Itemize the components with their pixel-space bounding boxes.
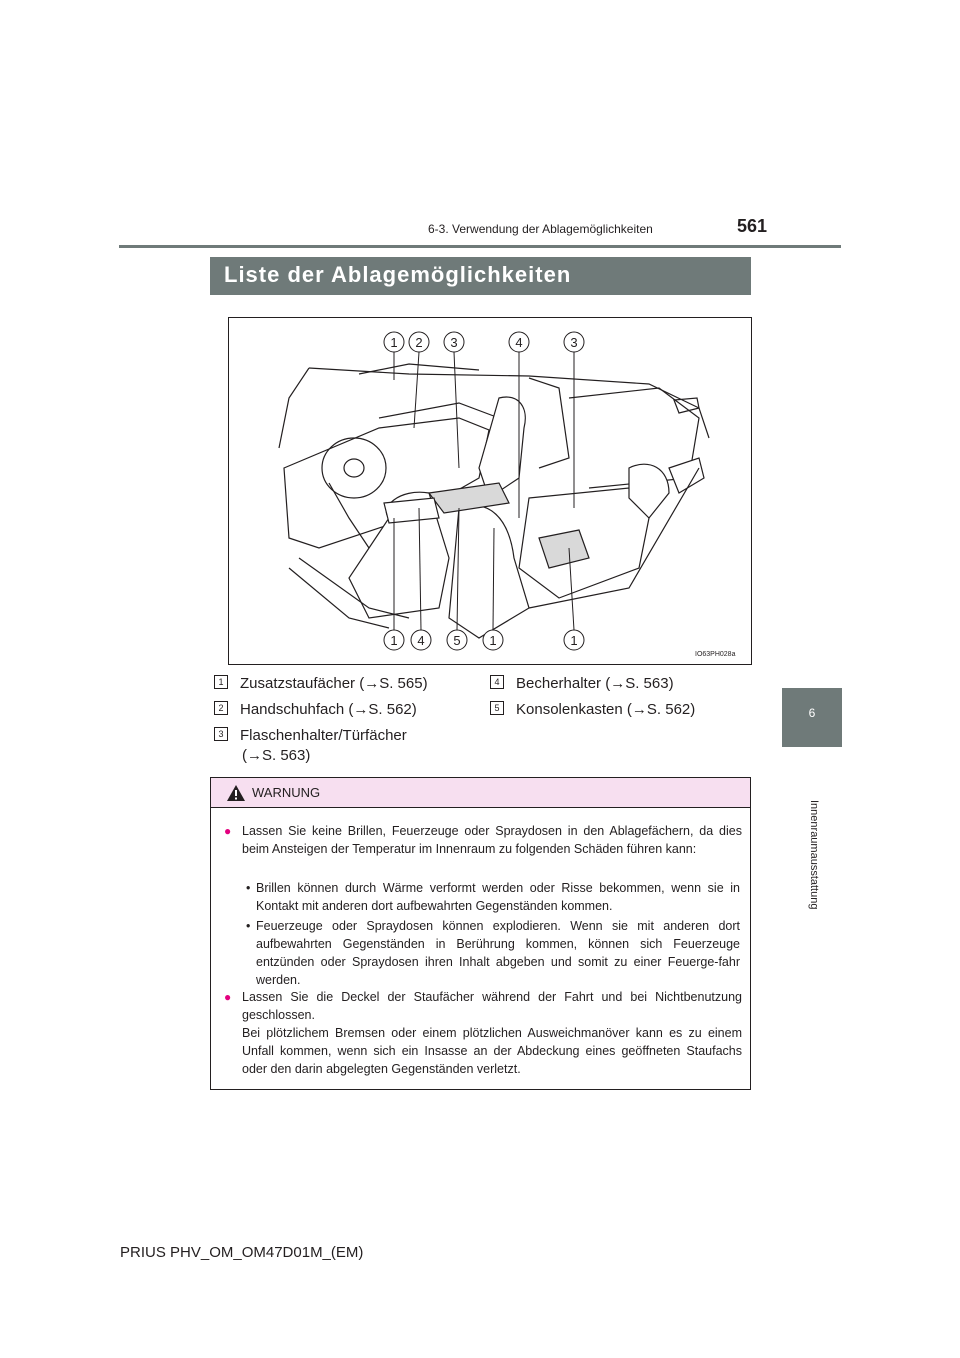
- warning-sub-item-2: Feuerzeuge oder Spraydosen können explodieren. Wenn sie mit anderen dort aufbewahrten Gegenständen in Berührung kommen, können sich Feuerzeuge entzünden oder Spraydosen ihren Inhalt abgeben und somit zu einer Feuerge-fahr werden.: [256, 919, 740, 987]
- callout-top-4: [509, 332, 529, 352]
- figure-code: IO63PH028a: [695, 651, 736, 658]
- callout-bottom-1: [384, 630, 404, 650]
- bullet-dot-icon: ●: [224, 824, 232, 838]
- bullet-dot-icon: ●: [224, 990, 232, 1004]
- legend-number-badge: 1: [214, 675, 228, 689]
- legend-item-5: [490, 701, 695, 718]
- legend-number-badge: 2: [214, 701, 228, 715]
- legend-item-3-continued: (→S. 563): [242, 747, 311, 764]
- svg-text:4: 4: [515, 335, 523, 350]
- legend-item-3: [214, 727, 407, 744]
- svg-text:1: 1: [489, 633, 497, 648]
- svg-text:3: 3: [450, 335, 458, 350]
- callout-top-3: [444, 332, 464, 352]
- page-number: 561: [737, 216, 768, 236]
- callout-top-2: [409, 332, 429, 352]
- callout-bottom-5: [564, 630, 584, 650]
- callout-top-5: [564, 332, 584, 352]
- warning-paragraph-2b: Bei plötzlichem Bremsen oder einem plötzlichen Ausweichmanöver kann es zu einem Unfall kommen, wenn sich ein Insasse an der Abdeckung eines geöffneten Staufachs oder den darin abgelegten Gegenständen verletzt.: [242, 1026, 742, 1076]
- legend-text: Flaschenhalter/Türfächer: [240, 727, 407, 744]
- car-interior-drawing: [229, 318, 751, 664]
- chapter-label: Innenraumausstattung: [808, 800, 820, 910]
- warning-paragraph-1: Lassen Sie keine Brillen, Feuerzeuge oder Spraydosen in den Ablagefächern, da dies beim Ansteigen der Temperatur im Innenraum zu folgenden Schäden führen kann:: [242, 824, 742, 856]
- svg-text:5: 5: [453, 633, 461, 648]
- callout-bottom-4: [483, 630, 503, 650]
- legend-text: Handschuhfach (→S. 562): [240, 701, 417, 718]
- warning-bullet-1: [224, 822, 231, 840]
- warning-bullet-2: [224, 988, 231, 1006]
- legend-text: Becherhalter (→S. 563): [516, 675, 674, 692]
- running-header-section: 6-3. Verwendung der Ablagemöglichkeiten: [428, 222, 653, 236]
- sub-bullet-marker: •: [246, 881, 251, 895]
- callout-bottom-3: [447, 630, 467, 650]
- header-rule: [119, 245, 841, 248]
- section-title: Liste der Ablagemöglichkeiten: [224, 262, 572, 287]
- callout-top-1: [384, 332, 404, 352]
- svg-text:1: 1: [390, 633, 398, 648]
- warning-sub-item-1: Brillen können durch Wärme verformt werden oder Risse bekommen, wenn sie in Kontakt mit anderen dort aufbewahrten Gegenständen kommen.: [256, 881, 740, 913]
- footer-document-id: PRIUS PHV_OM_OM47D01M_(EM): [120, 1244, 364, 1261]
- legend-item-2: [214, 701, 417, 718]
- legend-item-1: [214, 675, 428, 692]
- legend-text: Konsolenkasten (→S. 562): [516, 701, 696, 718]
- svg-text:4: 4: [417, 633, 425, 648]
- legend-text: Zusatzstaufächer (→S. 565): [240, 675, 428, 692]
- legend-number-badge: 4: [490, 675, 504, 689]
- legend-item-4: [490, 675, 674, 692]
- warning-paragraph-2a: Lassen Sie die Deckel der Staufächer während der Fahrt und bei Nichtbenutzung geschlossen.: [242, 990, 742, 1022]
- legend-number-badge: 3: [214, 727, 228, 741]
- svg-text:1: 1: [570, 633, 578, 648]
- chapter-number: 6: [808, 706, 816, 720]
- sub-bullet-marker: •: [246, 919, 251, 933]
- warning-triangle-icon: [226, 784, 246, 802]
- legend-number-badge: 5: [490, 701, 504, 715]
- svg-text:2: 2: [415, 335, 423, 350]
- svg-text:3: 3: [570, 335, 578, 350]
- callout-bottom-2: [411, 630, 431, 650]
- svg-text:1: 1: [390, 335, 398, 350]
- warning-title: WARNUNG: [252, 785, 321, 800]
- interior-illustration: [228, 317, 752, 665]
